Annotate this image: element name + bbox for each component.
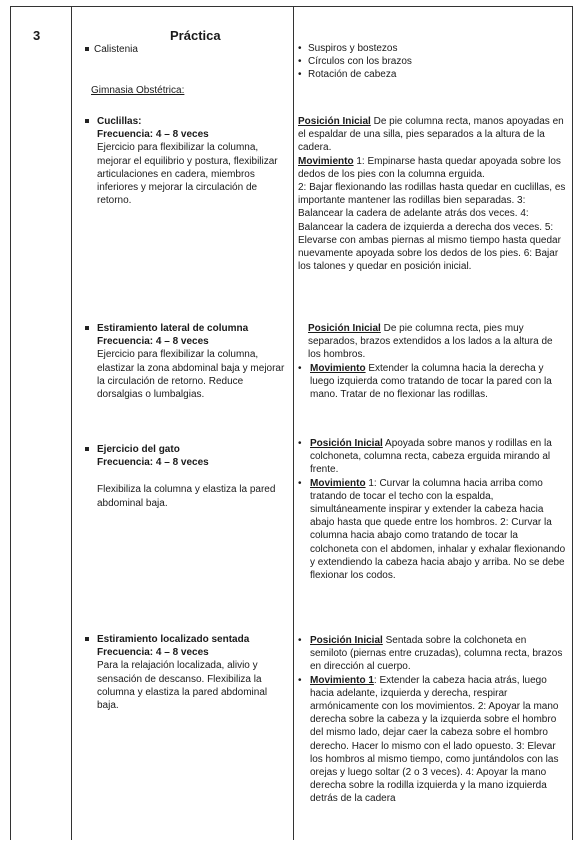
movement-text-2: 2: Bajar flexionando las rodillas hasta quedar en cuclillas, es importante mantener las rodillas bien separadas. 3: Balancear la cadera de adelante atrás dos veces. 4: Balancear la cadera de izquierda a derecha dos veces. 5: Elevarse con ambas piernas al mismo tiempo hasta quedar nuevamente apoyada sobre los dedos de los pies. 6: Bajar los talones y quedar en posición inicial. [298,181,566,273]
position-text: De pie columna recta, manos apoyadas en el espaldar de una silla, pies separados a la altura de la cadera. [298,116,564,154]
exercise-name: Estiramiento localizado sentada [97,634,250,645]
movement-text: 1: Empinarse hasta quedar apoyada sobre los dedos de los pies con la columna erguida. [298,155,561,180]
list-item: • Rotación de cabeza [298,68,566,81]
exercise-4-description [85,633,285,712]
table-top-border [10,6,573,7]
exercise-desc: Ejercicio para flexibilizar la columna, elastizar la zona abdominal baja y mejorar la circulación de retorno. Reduce dorsalgias o lumbalgias. [97,349,285,400]
gimnasia-label: Gimnasia Obstétrica: [91,85,185,96]
movement-label: Movimiento [298,155,354,167]
bullet-icon: • [298,362,302,374]
bullet-icon: • [298,438,302,449]
exercise-name: Cuclillas: [97,116,142,127]
movement-text: Extender la columna hacia la derecha y luego izquierda como tratando de tocar la pared con la mano. Tratar de no flexionar las rodillas. [310,362,552,400]
exercise-frequency: Frecuencia: 4 – 8 veces [97,129,209,141]
exercise-frequency: Frecuencia: 4 – 8 veces [97,647,209,659]
position-text: De pie columna recta, pies muy separados, brazos extendidos a los lados a la altura de los hombros. [308,323,553,361]
exercise-name: Estiramiento lateral de columna [97,323,249,334]
position-label: Posición Inicial [310,635,383,646]
square-bullet-icon [85,119,89,123]
movement-label: Movimiento [310,362,366,374]
exercise-name: Ejercicio del gato [97,444,180,455]
exercise-3-description [85,443,285,510]
movement-text: : Extender la cabeza hacia atrás, luego hacia adelante, izquierda y derecha, respirar armónicamente con los movimientos. 2: Apoyar la mano derecha sobre la cabeza y la izquierda sobre el hombro del mismo lado, dejar caer la cabeza sobre el hombro derecho. Hacer lo mismo con el lado opuesto. 3: Elevar los hombros al mismo tiempo, como juntándolos con las orejas y luego soltar (2 o 3 veces). 4: Apoyar la mano derecha sobre la rodilla izquierda y la mano izquierda detrás de la cadera [310,674,559,805]
table-left-border [10,6,11,840]
calistenia-list [298,42,566,82]
position-label: Posición Inicial [298,116,371,127]
exercise-2-description [85,322,285,401]
exercise-3-instructions [298,437,566,582]
square-bullet-icon [85,47,89,51]
row-number: 3 [33,28,41,43]
bullet-icon: • [298,635,302,646]
movement-text: 1: Curvar la columna hacia arriba como tratando de tocar el techo con la espalda, simultáneamente inspirar y extender la cabeza hacia abajo hasta que quede entre los hombros. 2: Curvar la columna hacia abajo como tratando de tocar la colchoneta con el abdomen, inhalar y exhalar flexionando y extendiendo la cabeza hacia abajo y arriba. No se debe flexionar los codos. [310,477,566,581]
exercise-desc: Para la relajación localizada, alivio y sensación de descanso. Flexibiliza la columna y elastiza la pared abdominal baja. [97,660,268,711]
position-text: Apoyada sobre manos y rodillas en la colchoneta, columna recta, cabeza erguida mirando al frente. [310,438,552,476]
position-label: Posición Inicial [310,438,383,449]
exercise-frequency: Frecuencia: 4 – 8 veces [97,336,209,348]
exercise-desc: Ejercicio para flexibilizar la columna, mejorar el equilibrio y postura, flexibilizar articulaciones en cadera, miembros inferiores y mejorar la circulación de retorno. [97,142,278,207]
exercise-1-description [85,115,285,207]
square-bullet-icon [85,637,89,641]
exercise-4-instructions [298,634,566,805]
position-text: Sentada sobre la colchoneta en semiloto (piernas entre cruzadas), columna recta, brazos en dirección al cuerpo. [310,635,563,673]
table-divider-2 [293,6,294,840]
square-bullet-icon [85,447,89,451]
list-item: • Suspiros y bostezos [298,42,566,55]
square-bullet-icon [85,326,89,330]
table-divider-1 [71,6,72,840]
section-heading: Práctica [170,28,221,43]
calistenia-item: Calistenia [85,43,285,56]
exercise-frequency: Frecuencia: 4 – 8 veces [97,457,209,469]
movement-label: Movimiento 1 [310,674,374,686]
position-label: Posición Inicial [308,323,381,334]
bullet-icon: • [298,477,302,489]
exercise-1-instructions [298,115,566,273]
list-item: • Círculos con los brazos [298,55,566,68]
exercise-desc: Flexibiliza la columna y elastiza la pared abdominal baja. [97,484,276,509]
bullet-icon: • [298,674,302,686]
exercise-2-instructions [298,322,566,401]
movement-label: Movimiento [310,477,366,489]
